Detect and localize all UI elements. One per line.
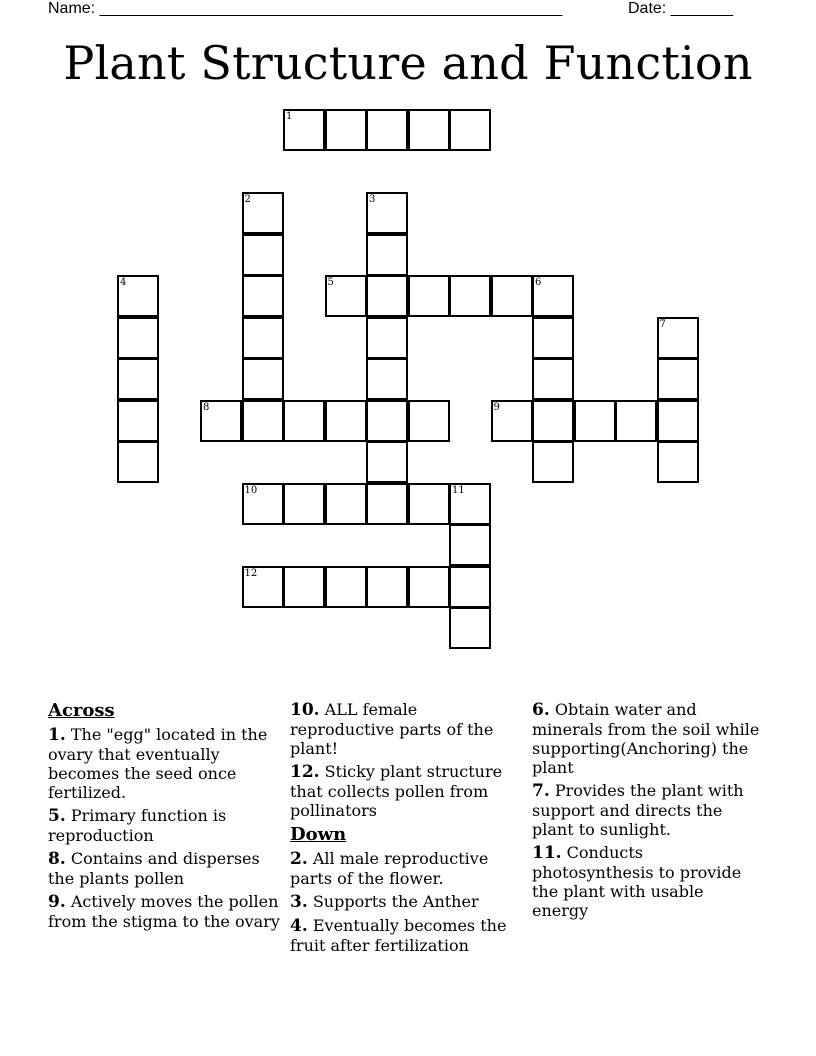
crossword-cell[interactable] — [117, 400, 159, 442]
clue-number: 7. — [532, 781, 550, 801]
crossword-cell[interactable] — [491, 400, 533, 442]
crossword-cell[interactable] — [283, 566, 325, 608]
clue-number: 11. — [532, 843, 562, 863]
crossword-cell[interactable] — [366, 566, 408, 608]
clue-number: 12. — [290, 762, 320, 782]
clue-down-4 — [290, 916, 522, 955]
crossword-cell[interactable] — [615, 400, 657, 442]
cell-number: 10 — [244, 484, 258, 496]
crossword-cell[interactable] — [366, 441, 408, 483]
crossword-cell[interactable] — [200, 400, 242, 442]
clue-number: 3. — [290, 892, 308, 912]
crossword-cell[interactable] — [325, 483, 367, 525]
crossword-cell[interactable] — [449, 109, 491, 151]
crossword-cell[interactable] — [657, 358, 699, 400]
clue-number: 8. — [48, 849, 66, 869]
crossword-cell[interactable] — [242, 275, 284, 317]
crossword-cell[interactable] — [242, 483, 284, 525]
crossword-cell[interactable] — [449, 524, 491, 566]
crossword-cell[interactable] — [366, 358, 408, 400]
down-heading: Down — [290, 824, 347, 845]
clue-number: 2. — [290, 849, 308, 869]
crossword-cell[interactable] — [325, 109, 367, 151]
crossword-cell[interactable] — [283, 483, 325, 525]
clue-text: Provides the plant with support and directs the plant to sunlight. — [532, 781, 744, 839]
clue-down-7 — [532, 781, 764, 839]
name-field-label: Name: ____________________________________________________ — [48, 0, 563, 17]
crossword-cell[interactable] — [325, 400, 367, 442]
clue-across-10 — [290, 700, 522, 758]
cell-number: 11 — [452, 484, 465, 496]
clue-across-8 — [48, 849, 280, 888]
crossword-cell[interactable] — [117, 441, 159, 483]
clue-text: Contains and disperses the plants pollen — [48, 849, 260, 888]
clue-text: Sticky plant structure that collects pollen from pollinators — [290, 762, 503, 820]
crossword-cell[interactable] — [366, 275, 408, 317]
clue-text: Actively moves the pollen from the stigma to the ovary — [48, 892, 280, 931]
crossword-cell[interactable] — [242, 234, 284, 276]
clue-text: The "egg" located in the ovary that eventually becomes the seed once fertilized. — [48, 725, 268, 802]
crossword-cell[interactable] — [325, 566, 367, 608]
clue-text: Supports the Anther — [312, 892, 479, 911]
crossword-cell[interactable] — [408, 109, 450, 151]
clue-number: 10. — [290, 700, 320, 720]
crossword-cell[interactable] — [366, 192, 408, 234]
clue-across-5 — [48, 806, 280, 845]
crossword-cell[interactable] — [574, 400, 616, 442]
crossword-cell[interactable] — [532, 275, 574, 317]
crossword-cell[interactable] — [366, 483, 408, 525]
cell-number: 7 — [659, 318, 666, 330]
page-title: Plant Structure and Function — [63, 36, 753, 90]
clue-across-9 — [48, 892, 280, 931]
cell-number: 1 — [286, 111, 293, 122]
cell-number: 4 — [120, 277, 127, 288]
clue-text: Obtain water and minerals from the soil while supporting(Anchoring) the plant — [532, 700, 760, 777]
crossword-cell[interactable] — [283, 109, 325, 151]
clue-text: Primary function is reproduction — [48, 806, 227, 845]
clue-number: 5. — [48, 806, 66, 826]
date-field-label: Date: _______ — [628, 0, 733, 17]
crossword-cell[interactable] — [242, 400, 284, 442]
cell-number: 3 — [369, 194, 376, 205]
clue-text: ALL female reproductive parts of the plant! — [290, 700, 494, 758]
crossword-cell[interactable] — [657, 441, 699, 483]
clue-number: 1. — [48, 725, 66, 745]
clue-down-6 — [532, 700, 764, 777]
crossword-cell[interactable] — [117, 358, 159, 400]
crossword-cell[interactable] — [532, 358, 574, 400]
clue-number: 9. — [48, 892, 66, 912]
cell-number: 12 — [244, 567, 258, 579]
crossword-cell[interactable] — [242, 566, 284, 608]
clues-column-3 — [532, 700, 764, 924]
clue-text: Conducts photosynthesis to provide the plant with usable energy — [532, 843, 742, 920]
clues-column-1 — [48, 700, 280, 935]
crossword-cell[interactable] — [449, 483, 491, 525]
crossword-cell[interactable] — [657, 400, 699, 442]
clues-column-2 — [290, 700, 522, 959]
crossword-cell[interactable] — [449, 275, 491, 317]
clue-number: 4. — [290, 916, 308, 936]
crossword-cell[interactable] — [532, 441, 574, 483]
clue-down-2 — [290, 849, 522, 888]
crossword-cell[interactable] — [117, 317, 159, 359]
crossword-cell[interactable] — [532, 317, 574, 359]
clue-down-11 — [532, 843, 764, 920]
crossword-cell[interactable] — [449, 607, 491, 649]
crossword-cell[interactable] — [491, 275, 533, 317]
clue-across-12 — [290, 762, 522, 820]
crossword-cell[interactable] — [366, 234, 408, 276]
cell-number: 6 — [535, 277, 542, 288]
crossword-cell[interactable] — [532, 400, 574, 442]
crossword-cell[interactable] — [408, 400, 450, 442]
crossword-cell[interactable] — [325, 275, 367, 317]
crossword-cell[interactable] — [242, 192, 284, 234]
clue-text: All male reproductive parts of the flower. — [290, 849, 489, 888]
crossword-cell[interactable] — [283, 400, 325, 442]
crossword-cell[interactable] — [449, 566, 491, 608]
cell-number: 2 — [244, 194, 251, 205]
crossword-cell[interactable] — [242, 358, 284, 400]
crossword-cell[interactable] — [657, 317, 699, 359]
crossword-cell[interactable] — [242, 317, 284, 359]
crossword-cell[interactable] — [408, 275, 450, 317]
crossword-cell[interactable] — [366, 317, 408, 359]
clue-down-3 — [290, 892, 522, 912]
cell-number: 8 — [203, 401, 210, 413]
crossword-cell[interactable] — [366, 109, 408, 151]
crossword-cell[interactable] — [408, 566, 450, 608]
crossword-cell[interactable] — [408, 483, 450, 525]
clue-across-1 — [48, 725, 280, 802]
across-heading: Across — [48, 700, 115, 721]
cell-number: 9 — [493, 401, 500, 413]
cell-number: 5 — [327, 277, 334, 288]
crossword-cell[interactable] — [117, 275, 159, 317]
clue-text: Eventually becomes the fruit after fertilization — [290, 916, 507, 955]
clue-number: 6. — [532, 700, 550, 720]
crossword-cell[interactable] — [366, 400, 408, 442]
